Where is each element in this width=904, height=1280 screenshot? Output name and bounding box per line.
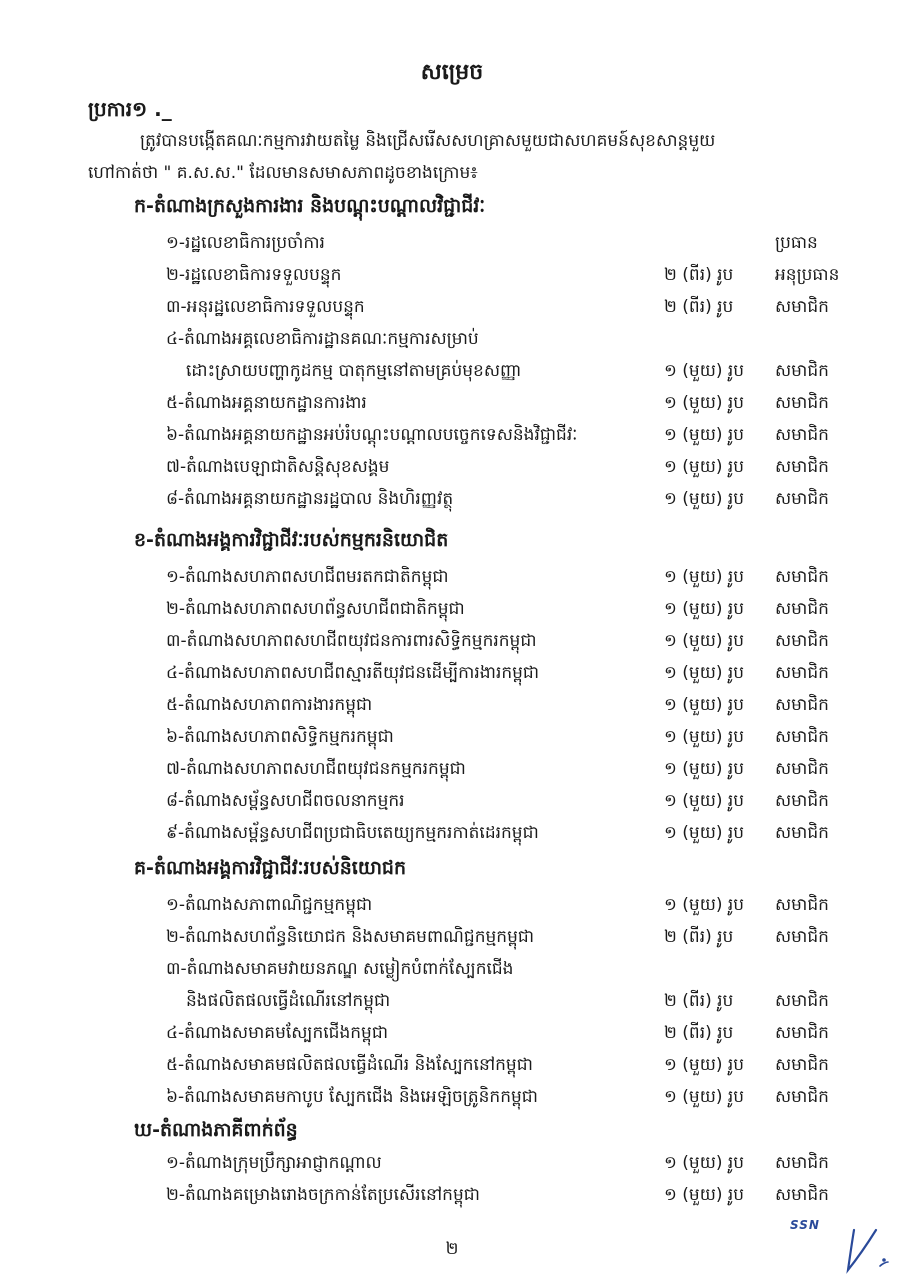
member-row	[0, 360, 904, 390]
member-count: ១ (មួយ) រូប	[664, 457, 745, 477]
member-label: ៣-តំណាងសហភាពសហជីពយុវជនការពារសិទ្ធិកម្មករកម្ពុជា	[166, 631, 537, 651]
member-row	[0, 990, 904, 1020]
page-number: ២	[445, 1239, 459, 1259]
member-label: ៤-តំណាងសហភាពសហជីពស្មារតីយុវជនដើម្បីការងារកម្ពុជា	[166, 663, 540, 683]
member-row	[0, 662, 904, 692]
member-row	[0, 958, 904, 988]
section-heading-a: ក-តំណាងក្រសួងការងារ និងបណ្តុះបណ្តាលវិជ្ជាជីវៈ	[134, 195, 486, 217]
member-count: ១ (មួយ) រូប	[664, 425, 745, 445]
member-row	[0, 926, 904, 956]
initials-mark: SSN	[790, 1218, 820, 1232]
member-count: ២ (ពីរ) រូប	[664, 927, 734, 947]
member-count: ១ (មួយ) រូប	[664, 1055, 745, 1075]
member-label: ៦-តំណាងសមាគមកាបូប ស្បែកជើង និងអេឡិចត្រូនិកកម្ពុជា	[166, 1087, 538, 1107]
member-row	[0, 630, 904, 660]
member-label: ២-តំណាងគម្រោងរោងចក្រកាន់តែប្រសើរនៅកម្ពុជា	[166, 1185, 480, 1205]
article-heading: ប្រការ១ ._	[88, 97, 172, 121]
member-label: ២-តំណាងសហព័ន្ធនិយោជក និងសមាគមពាណិជ្ជកម្មកម្ពុជា	[166, 927, 535, 947]
member-row	[0, 598, 904, 628]
member-label: ១-តំណាងក្រុមប្រឹក្សាអាជ្ញាកណ្តាល	[166, 1153, 382, 1173]
member-row	[0, 694, 904, 724]
section-heading-d: ឃ-តំណាងភាគីពាក់ព័ន្ធ	[134, 1119, 298, 1141]
section-heading-b: ខ-តំណាងអង្គការវិជ្ជាជីវៈរបស់កម្មករនិយោជិត	[134, 529, 449, 551]
member-row	[0, 1054, 904, 1084]
member-row	[0, 456, 904, 486]
member-label: ៤-តំណាងសមាគមស្បែកជើងកម្ពុជា	[166, 1023, 389, 1043]
member-role: សមាជិក	[775, 991, 829, 1011]
member-role: សមាជិក	[775, 1055, 829, 1075]
member-role: សមាជិក	[775, 393, 829, 413]
member-row	[0, 392, 904, 422]
member-label: ៩-តំណាងសម្ព័ន្ធសហជីពប្រជាធិបតេយ្យកម្មករកាត់ដេរកម្ពុជា	[166, 823, 539, 843]
member-count: ១ (មួយ) រូប	[664, 895, 745, 915]
member-count: ១ (មួយ) រូប	[664, 1153, 745, 1173]
member-label: ៨-តំណាងអគ្គនាយកដ្ឋានរដ្ឋបាល និងហិរញ្ញវត្ថុ	[166, 489, 454, 509]
member-role: សមាជិក	[775, 759, 829, 779]
member-row	[0, 726, 904, 756]
member-role: សមាជិក	[775, 727, 829, 747]
member-label: និងផលិតផលធ្វើដំណើរនៅកម្ពុជា	[186, 991, 391, 1011]
member-role: សមាជិក	[775, 1087, 829, 1107]
member-count: ១ (មួយ) រូប	[664, 631, 745, 651]
member-role: អនុប្រធាន	[775, 265, 840, 285]
member-count: ១ (មួយ) រូប	[664, 791, 745, 811]
member-count: ២ (ពីរ) រូប	[664, 297, 734, 317]
member-label: ៦-តំណាងសហភាពសិទ្ធិកម្មករកម្ពុជា	[166, 727, 394, 747]
intro-line-1: ត្រូវបានបង្កើតគណៈកម្មការវាយតម្លៃ និងជ្រើសរើសសហគ្រាសមួយជាសហគមន៍សុខសាន្តមួយ	[140, 131, 716, 151]
intro-line-2: ហៅកាត់ថា " គ.ស.ស." ដែលមានសមាសភាពដូចខាងក្រោម៖	[88, 163, 478, 183]
member-role: សមាជិក	[775, 695, 829, 715]
member-count: ១ (មួយ) រូប	[664, 727, 745, 747]
member-role: សមាជិក	[775, 567, 829, 587]
member-role: សមាជិក	[775, 599, 829, 619]
member-count: ១ (មួយ) រូប	[664, 489, 745, 509]
member-count: ១ (មួយ) រូប	[664, 361, 745, 381]
member-count: ២ (ពីរ) រូប	[664, 991, 734, 1011]
member-row	[0, 566, 904, 596]
section-heading-c: គ-តំណាងអង្គការវិជ្ជាជីវៈរបស់និយោជក	[134, 857, 407, 879]
member-role: សមាជិក	[775, 663, 829, 683]
member-count: ២ (ពីរ) រូប	[664, 1023, 734, 1043]
member-row	[0, 328, 904, 358]
member-label: ៤-តំណាងអគ្គលេខាធិការដ្ឋានគណៈកម្មការសម្រាប់	[166, 329, 479, 349]
member-role: សមាជិក	[775, 297, 829, 317]
member-label: ៥-តំណាងសមាគមផលិតផលធ្វើដំណើរ និងស្បែកនៅកម្ពុជា	[166, 1055, 533, 1075]
member-label: ៧-តំណាងបេឡាជាតិសន្តិសុខសង្គម	[166, 457, 390, 477]
member-row	[0, 1184, 904, 1214]
member-count: ១ (មួយ) រូប	[664, 393, 745, 413]
member-row	[0, 296, 904, 326]
member-label: ២-រដ្ឋលេខាធិការទទួលបន្ទុក	[166, 265, 342, 285]
member-row	[0, 232, 904, 262]
member-row	[0, 264, 904, 294]
member-count: ១ (មួយ) រូប	[664, 759, 745, 779]
member-row	[0, 1086, 904, 1116]
member-label: ១-តំណាងសហភាពសហជីពមរតកជាតិកម្ពុជា	[166, 567, 449, 587]
member-role: សមាជិក	[775, 927, 829, 947]
member-count: ២ (ពីរ) រូប	[664, 265, 734, 285]
member-count: ១ (មួយ) រូប	[664, 823, 745, 843]
member-role: សមាជិក	[775, 791, 829, 811]
member-label: ២-តំណាងសហភាពសហព័ន្ធសហជីពជាតិកម្ពុជា	[166, 599, 465, 619]
member-label: ៣-អនុរដ្ឋលេខាធិការទទួលបន្ទុក	[166, 297, 365, 317]
member-label: ១-រដ្ឋលេខាធិការប្រចាំការ	[166, 233, 325, 253]
signature-mark	[836, 1216, 896, 1276]
member-row	[0, 822, 904, 852]
member-label: ៦-តំណាងអគ្គនាយកដ្ឋានអប់រំបណ្តុះបណ្តាលបច្ចេកទេសនិងវិជ្ជាជីវៈ	[166, 425, 578, 445]
member-role: សមាជិក	[775, 1023, 829, 1043]
member-row	[0, 790, 904, 820]
member-row	[0, 1022, 904, 1052]
member-label: ៥-តំណាងអគ្គនាយកដ្ឋានការងារ	[166, 393, 367, 413]
member-role: សមាជិក	[775, 457, 829, 477]
member-role: ប្រធាន	[775, 233, 818, 253]
member-row	[0, 424, 904, 454]
member-row	[0, 758, 904, 788]
member-count: ១ (មួយ) រូប	[664, 1185, 745, 1205]
member-label: ១-តំណាងសភាពាណិជ្ជកម្មកម្ពុជា	[166, 895, 373, 915]
member-row	[0, 488, 904, 518]
member-label: ៨-តំណាងសម្ព័ន្ធសហជីពចលនាកម្មករ	[166, 791, 405, 811]
member-row	[0, 1152, 904, 1182]
member-count: ១ (មួយ) រូប	[664, 599, 745, 619]
member-count: ១ (មួយ) រូប	[664, 695, 745, 715]
member-count: ១ (មួយ) រូប	[664, 663, 745, 683]
member-role: សមាជិក	[775, 425, 829, 445]
member-row	[0, 894, 904, 924]
member-role: សមាជិក	[775, 823, 829, 843]
member-count: ១ (មួយ) រូប	[664, 567, 745, 587]
member-label: ៥-តំណាងសហភាពការងារកម្ពុជា	[166, 695, 373, 715]
member-count: ១ (មួយ) រូប	[664, 1087, 745, 1107]
member-label: ៣-តំណាងសមាគមវាយនភណ្ឌ សម្លៀកបំពាក់ស្បែកជើង	[166, 959, 514, 979]
member-role: សមាជិក	[775, 489, 829, 509]
member-role: សមាជិក	[775, 631, 829, 651]
member-label: ដោះស្រាយបញ្ហាកូដកម្ម បាតុកម្មនៅតាមគ្រប់មុខសញ្ញា	[186, 361, 522, 381]
member-label: ៧-តំណាងសហភាពសហជីពយុវជនកម្មករកម្ពុជា	[166, 759, 466, 779]
member-role: សមាជិក	[775, 1153, 829, 1173]
member-role: សមាជិក	[775, 895, 829, 915]
member-role: សមាជិក	[775, 1185, 829, 1205]
document-title: សម្រេច	[420, 60, 484, 85]
member-role: សមាជិក	[775, 361, 829, 381]
